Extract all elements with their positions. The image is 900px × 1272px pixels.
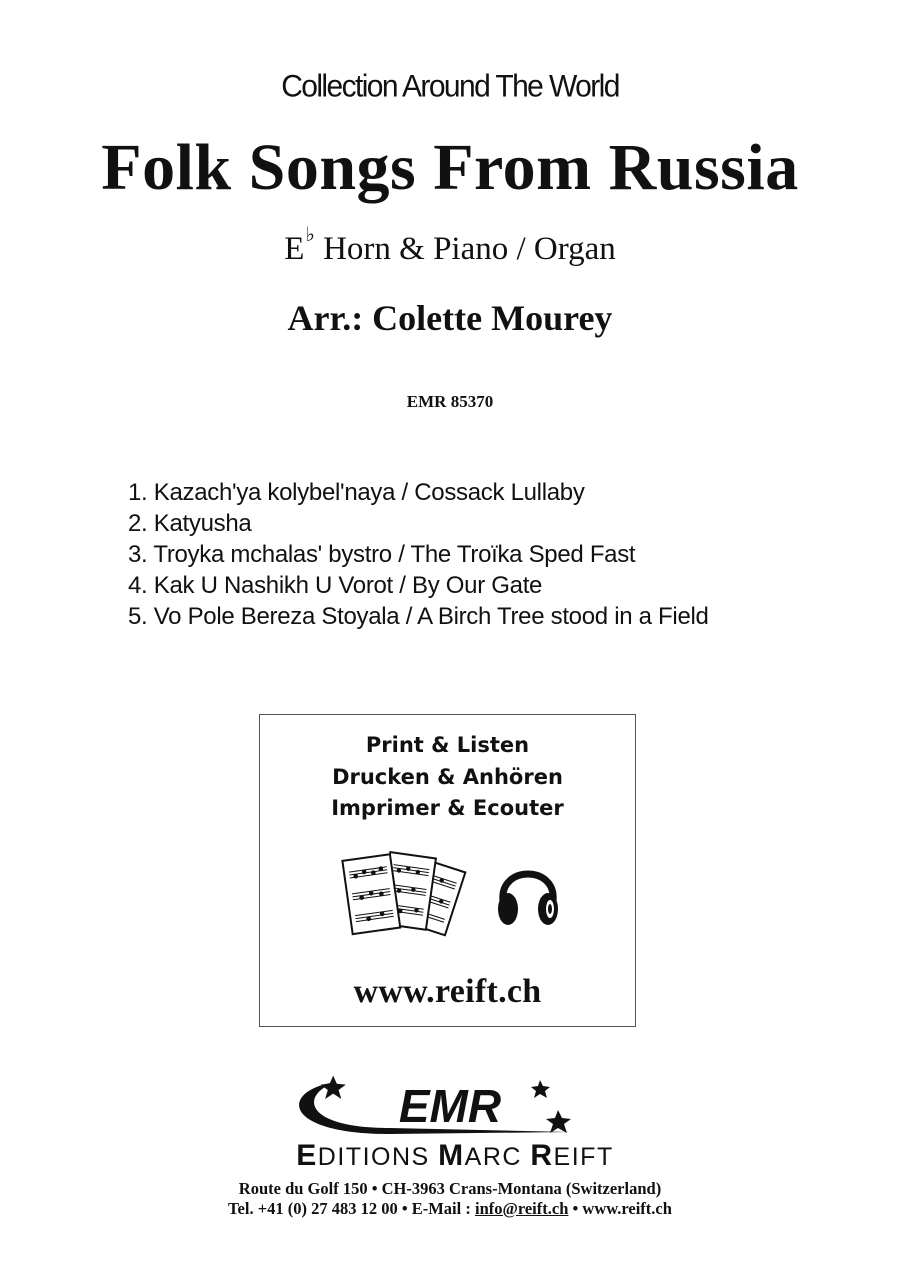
series-title: Collection Around The World [281,69,619,104]
sheet-music-icon [338,849,468,949]
promo-url[interactable]: www.reift.ch [353,973,542,1010]
song-list [128,477,709,632]
promo-line-french: Imprimer & Ecouter [331,796,564,820]
publisher-address: Route du Golf 150 • CH-3963 Crans-Montana (Switzerland) [238,1179,662,1198]
contact-website: • www.reift.ch [568,1199,672,1218]
print-listen-box [259,714,636,1027]
headphones-icon [493,855,563,935]
publisher-initial-r: R [530,1139,554,1172]
song-item: 1. Kazach'ya kolybel'naya / Cossack Lullaby [128,479,585,506]
flat-sign: ♭ [305,224,315,246]
promo-line-german: Drucken & Anhören [332,765,563,789]
page-title: Folk Songs From Russia [101,131,799,204]
logo-letters: EMR [398,1080,502,1132]
instrument-key: E [284,231,305,267]
emr-logo [240,1072,670,1172]
song-item: 5. Vo Pole Bereza Stoyala / A Birch Tree stood in a Field [128,603,709,630]
publisher-name-part: EIFT [553,1143,614,1171]
instrument-text: Horn & Piano / Organ [314,231,616,267]
publisher-contact [0,1199,900,1219]
song-item: 4. Kak U Nashikh U Vorot / By Our Gate [128,572,543,599]
promo-line-english: Print & Listen [365,733,530,757]
publisher-name-part: DITIONS [317,1143,439,1171]
contact-phone: Tel. +41 (0) 27 483 12 00 • E-Mail : [228,1199,475,1218]
arranger: Arr.: Colette Mourey [287,298,613,338]
email-link[interactable]: info@reift.ch [474,1199,569,1218]
catalog-number: EMR 85370 [406,392,494,411]
publisher-initial-e: E [296,1139,318,1172]
publisher-name [296,1139,613,1172]
song-item: 3. Troyka mchalas' bystro / The Troïka Sped Fast [128,541,636,568]
instrumentation [0,224,900,268]
song-item: 2. Katyusha [128,510,252,537]
publisher-name-part: ARC [464,1143,531,1171]
publisher-initial-m: M [438,1139,465,1172]
